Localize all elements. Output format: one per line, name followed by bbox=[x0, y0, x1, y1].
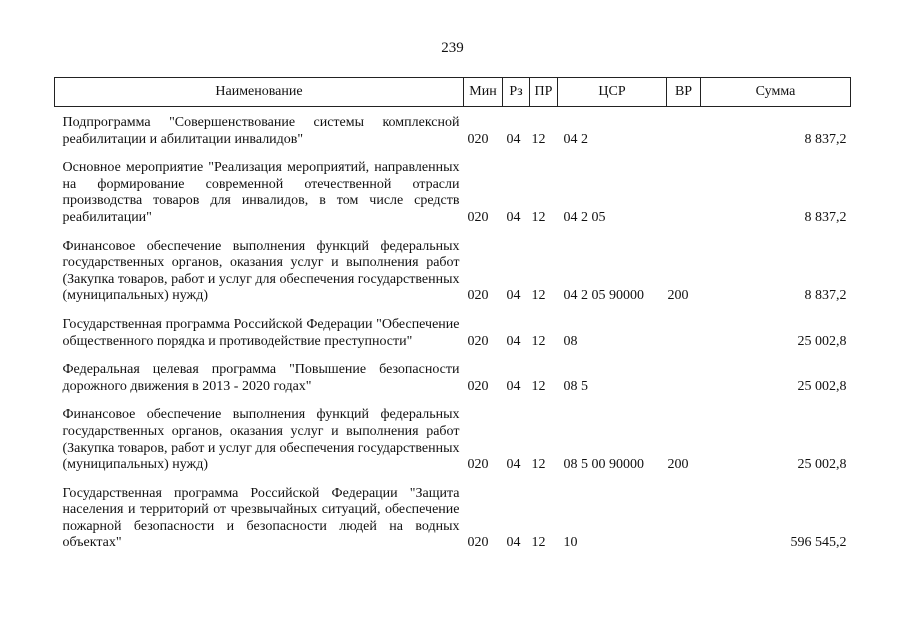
row-min: 020 bbox=[467, 131, 489, 147]
row-name: Государственная программа Российской Федерации "Обеспечение общественного порядка и противодействие преступности" bbox=[62, 316, 460, 349]
row-pr: 12 bbox=[531, 131, 546, 147]
row-pr: 12 bbox=[531, 457, 546, 473]
row-vr bbox=[667, 148, 701, 226]
row-rz: 04 bbox=[506, 209, 521, 225]
row-vr bbox=[667, 350, 701, 395]
row-sum: 25 002,8 bbox=[797, 378, 847, 394]
row-vr bbox=[667, 474, 701, 552]
table-row bbox=[55, 227, 851, 305]
header-pr: ПР bbox=[530, 78, 558, 107]
row-name: Подпрограмма "Совершенствование системы комплексной реабилитации и абилитации инвалидов" bbox=[62, 115, 460, 147]
row-csr: 10 bbox=[563, 535, 578, 551]
page-number: 239 bbox=[441, 40, 464, 56]
row-csr: 04 2 05 90000 bbox=[563, 288, 644, 304]
table-row bbox=[55, 305, 851, 350]
row-name: Финансовое обеспечение выполнения функций федеральных государственных органов, оказания услуг и выполнения работ (Закупка товаров, работ и услуг для обеспечения государственных (муниципальных) нужд) bbox=[62, 407, 460, 473]
row-rz: 04 bbox=[506, 131, 521, 147]
header-rz: Рз bbox=[503, 78, 530, 107]
row-min: 020 bbox=[467, 457, 489, 473]
header-vr: ВР bbox=[667, 78, 701, 107]
row-pr: 12 bbox=[531, 333, 546, 349]
table-row bbox=[55, 115, 851, 148]
row-vr bbox=[667, 115, 701, 148]
table-row bbox=[55, 350, 851, 395]
row-csr: 08 5 bbox=[563, 378, 588, 394]
table-row bbox=[55, 474, 851, 552]
row-pr: 12 bbox=[531, 378, 546, 394]
row-pr: 12 bbox=[531, 535, 546, 551]
row-csr: 08 5 00 90000 bbox=[563, 457, 644, 473]
row-pr: 12 bbox=[531, 209, 546, 225]
row-min: 020 bbox=[467, 333, 489, 349]
table-row bbox=[55, 395, 851, 473]
row-sum: 596 545,2 bbox=[790, 535, 847, 551]
row-sum: 25 002,8 bbox=[797, 333, 847, 349]
header-min: Мин bbox=[464, 78, 503, 107]
row-min: 020 bbox=[467, 378, 489, 394]
row-csr: 04 2 bbox=[563, 131, 588, 147]
row-min: 020 bbox=[467, 535, 489, 551]
row-pr: 12 bbox=[531, 288, 546, 304]
row-min: 020 bbox=[467, 209, 489, 225]
row-rz: 04 bbox=[506, 288, 521, 304]
table-header-row bbox=[55, 78, 851, 107]
header-csr: ЦСР bbox=[558, 78, 667, 107]
row-name: Финансовое обеспечение выполнения функций федеральных государственных органов, оказания услуг и выполнения работ (Закупка товаров, работ и услуг для обеспечения государственных (муниципальных) нужд) bbox=[62, 238, 460, 304]
row-rz: 04 bbox=[506, 457, 521, 473]
row-name: Федеральная целевая программа "Повышение безопасности дорожного движения в 2013 - 2020 годах" bbox=[62, 362, 460, 394]
row-csr: 04 2 05 bbox=[563, 209, 606, 225]
row-sum: 8 837,2 bbox=[804, 288, 847, 304]
budget-table bbox=[54, 77, 851, 552]
row-vr: 200 bbox=[667, 288, 689, 304]
row-min: 020 bbox=[467, 288, 489, 304]
row-rz: 04 bbox=[506, 535, 521, 551]
table-row bbox=[55, 148, 851, 226]
row-csr: 08 bbox=[563, 333, 578, 349]
row-sum: 8 837,2 bbox=[804, 131, 847, 147]
row-sum: 25 002,8 bbox=[797, 457, 847, 473]
row-name: Государственная программа Российской Федерации "Защита населения и территорий от чрезвычайных ситуаций, обеспечение пожарной безопасности и безопасности людей на водных объектах" bbox=[62, 485, 460, 551]
row-rz: 04 bbox=[506, 333, 521, 349]
header-name: Наименование bbox=[55, 78, 464, 107]
row-sum: 8 837,2 bbox=[804, 209, 847, 225]
row-vr bbox=[667, 305, 701, 350]
row-vr: 200 bbox=[667, 457, 689, 473]
header-sum: Сумма bbox=[701, 78, 851, 107]
row-rz: 04 bbox=[506, 378, 521, 394]
row-name: Основное мероприятие "Реализация мероприятий, направленных на формирование современной отечественной отрасли производства товаров для инвалидов, в том числе средств реабилитации" bbox=[62, 160, 460, 225]
